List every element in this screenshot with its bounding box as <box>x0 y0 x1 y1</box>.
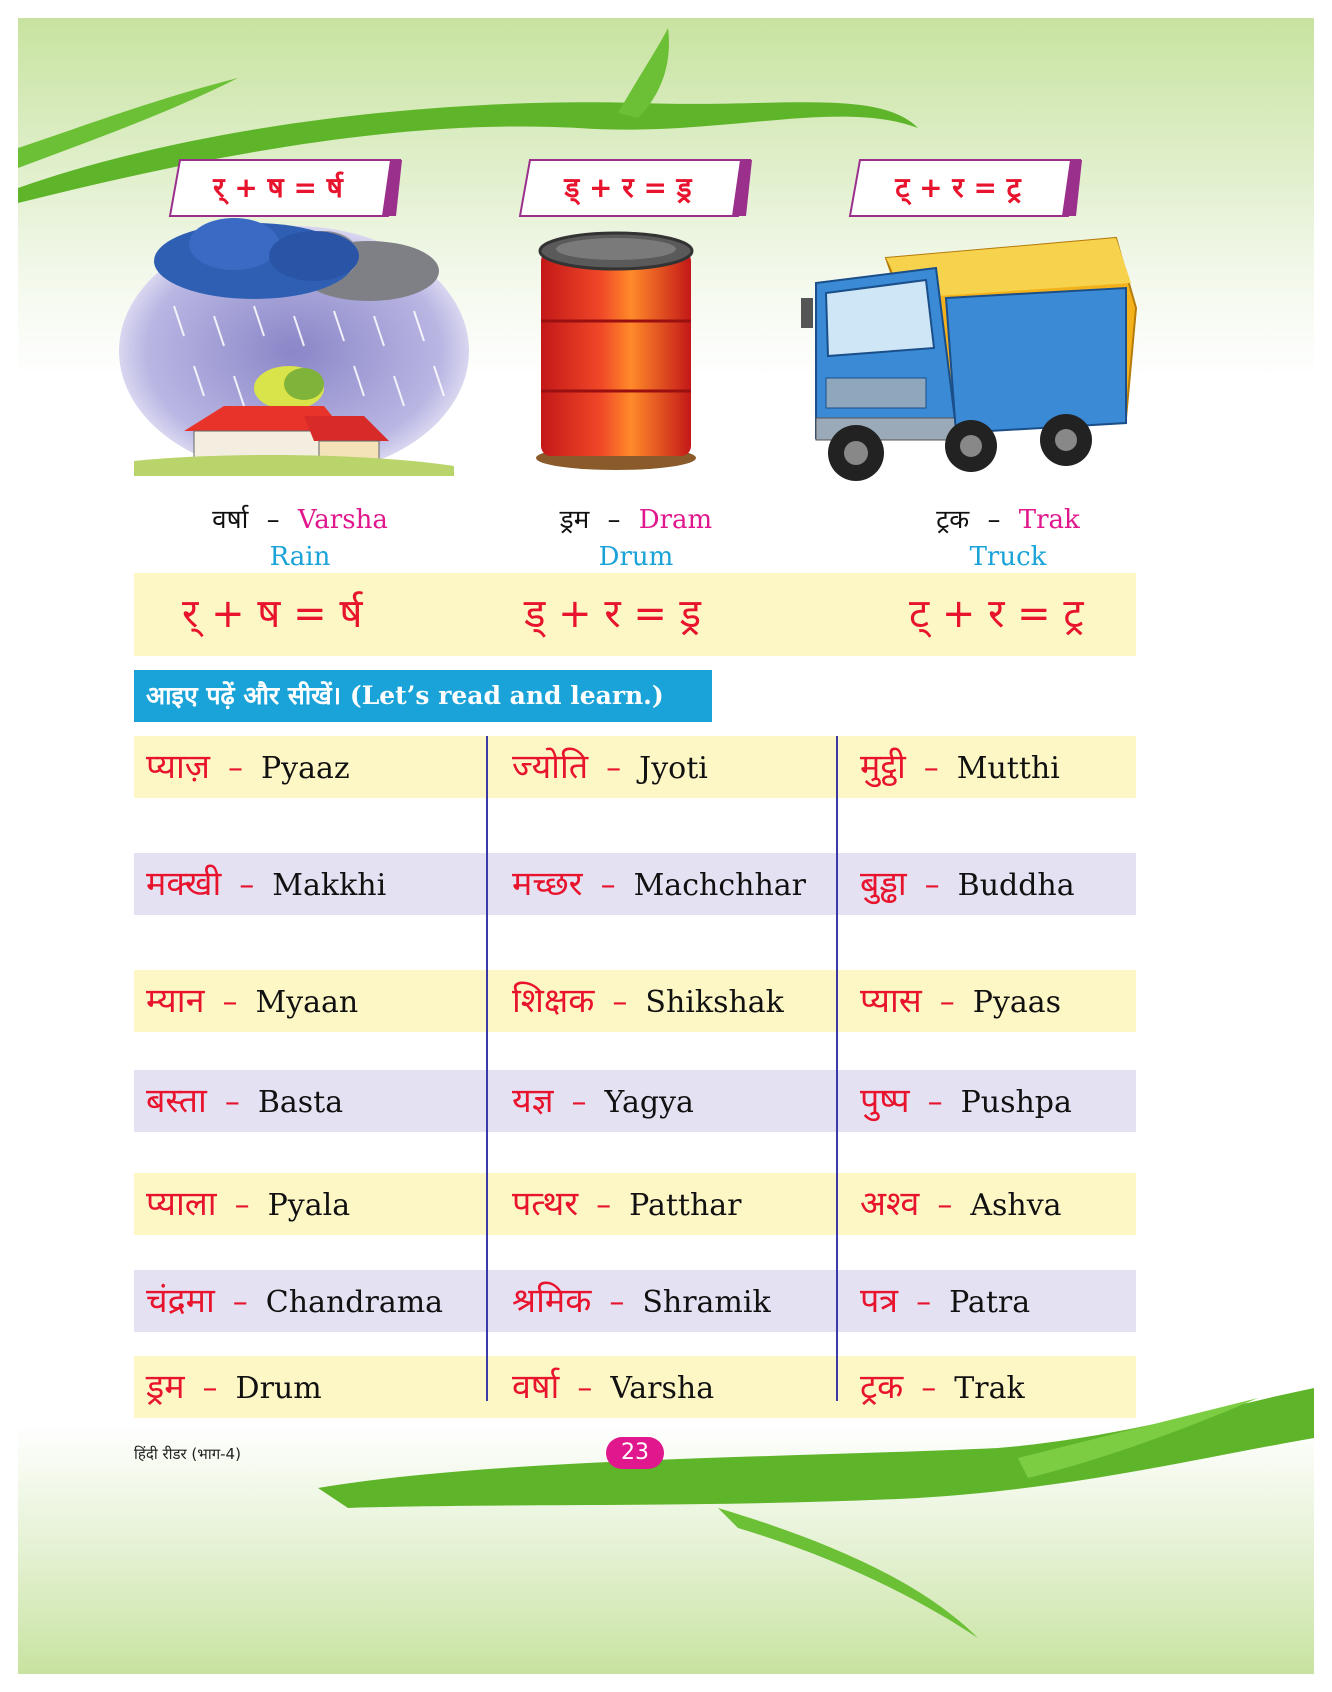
dash: – <box>923 751 939 786</box>
word-cell <box>512 1070 694 1132</box>
word-row-6 <box>134 1270 1136 1332</box>
word-row-1 <box>134 736 1136 798</box>
hindi-word: बुड्ढा <box>860 864 907 904</box>
hindi-word: वर्षा <box>512 1367 560 1407</box>
dash: – <box>916 1285 932 1320</box>
roman-word: Drum <box>235 1371 322 1406</box>
word-cell <box>860 970 1061 1032</box>
dash: – <box>202 1371 218 1406</box>
hindi-word: चंद्रमा <box>146 1281 215 1321</box>
book-title: हिंदी रीडर (भाग-4) <box>134 1445 241 1463</box>
word-cell <box>860 1356 1025 1418</box>
caption-dash: – <box>607 505 621 535</box>
page-number: 23 <box>606 1437 664 1469</box>
caption-roman: Dram <box>638 505 713 535</box>
dash: – <box>937 1188 953 1223</box>
roman-word: Pyaaz <box>261 751 350 786</box>
caption-english: Drum <box>598 542 674 572</box>
roman-word: Machchhar <box>633 868 806 903</box>
caption-hindi: ड्रम <box>559 505 590 535</box>
hindi-word: ड्रम <box>146 1367 185 1407</box>
hindi-word: अश्व <box>860 1184 920 1224</box>
caption-english: Truck <box>969 542 1047 572</box>
roman-word: Jyoti <box>639 751 708 786</box>
roman-word: Patra <box>949 1285 1031 1320</box>
formula-tag-2 <box>518 158 753 218</box>
dash: – <box>239 868 255 903</box>
roman-word: Ashva <box>970 1188 1062 1223</box>
roman-word: Myaan <box>255 985 359 1020</box>
column-divider <box>486 736 488 1401</box>
hindi-word: पत्र <box>860 1281 899 1321</box>
dash: – <box>596 1188 612 1223</box>
caption-dash: – <box>987 505 1001 535</box>
word-row-3 <box>134 970 1136 1032</box>
dash: – <box>577 1371 593 1406</box>
formula-tag-1 <box>168 158 403 218</box>
hindi-word: बस्ता <box>146 1081 207 1121</box>
hindi-word: पुष्प <box>860 1081 910 1121</box>
formula-tag-3 <box>848 158 1083 218</box>
word-cell <box>512 1270 771 1332</box>
roman-word: Trak <box>954 1371 1025 1406</box>
formula-band-item: ड् + र = ड्र <box>524 591 702 637</box>
hindi-word: प्याला <box>146 1184 217 1224</box>
word-cell <box>146 853 386 915</box>
heading-hindi: आइए पढ़ें और सीखें। <box>146 681 342 710</box>
roman-word: Mutthi <box>956 751 1060 786</box>
roman-word: Chandrama <box>265 1285 444 1320</box>
formula-band <box>134 573 1136 656</box>
dash: – <box>234 1188 250 1223</box>
dash: – <box>600 868 616 903</box>
dash: – <box>228 751 243 786</box>
read-and-learn-heading <box>134 670 712 722</box>
dash: – <box>571 1085 587 1120</box>
roman-word: Pushpa <box>960 1085 1072 1120</box>
word-cell <box>860 1173 1062 1235</box>
roman-word: Shramik <box>642 1285 771 1320</box>
word-row-2 <box>134 853 1136 915</box>
column-divider <box>836 736 838 1401</box>
hindi-word: ज्योति <box>512 747 589 787</box>
caption-rain <box>150 500 450 572</box>
formula-tag-text: र् + ष = र्ष <box>213 171 343 204</box>
heading-english: (Let’s read and learn.) <box>349 681 664 710</box>
word-cell <box>860 1070 1072 1132</box>
word-cell <box>860 736 1060 798</box>
word-row-5 <box>134 1173 1136 1235</box>
hindi-word: शिक्षक <box>512 981 595 1021</box>
roman-word: Patthar <box>629 1188 742 1223</box>
word-cell <box>512 853 806 915</box>
caption-drum <box>486 500 786 572</box>
word-cell <box>512 1173 742 1235</box>
roman-word: Varsha <box>610 1371 715 1406</box>
roman-word: Basta <box>257 1085 344 1120</box>
word-cell <box>512 736 708 798</box>
roman-word: Buddha <box>957 868 1075 903</box>
word-cell <box>146 1173 350 1235</box>
truck-illustration <box>796 228 1146 488</box>
caption-hindi: ट्रक <box>936 505 970 535</box>
dash: – <box>222 985 238 1020</box>
dash: – <box>924 868 940 903</box>
word-cell <box>860 1270 1030 1332</box>
word-cell <box>146 1070 343 1132</box>
formula-tag-text: ड् + र = ड्र <box>564 171 692 204</box>
caption-dash: – <box>266 505 280 535</box>
formula-tag-text: ट् + र = ट्र <box>895 171 1021 204</box>
caption-truck <box>858 500 1158 572</box>
hindi-word: पत्थर <box>512 1184 579 1224</box>
roman-word: Pyaas <box>972 985 1062 1020</box>
dash: – <box>921 1371 937 1406</box>
hindi-word: मच्छर <box>512 864 583 904</box>
word-cell <box>146 1356 322 1418</box>
dash: – <box>224 1085 240 1120</box>
dash: – <box>939 985 955 1020</box>
dash: – <box>612 985 628 1020</box>
dash: – <box>609 1285 625 1320</box>
word-cell <box>146 736 350 798</box>
word-row-7 <box>134 1356 1136 1418</box>
roman-word: Yagya <box>604 1085 694 1120</box>
word-cell <box>860 853 1075 915</box>
textbook-page <box>18 18 1314 1674</box>
roman-word: Makkhi <box>272 868 387 903</box>
rain-storm-illustration <box>114 216 474 476</box>
caption-roman: Varsha <box>297 505 388 535</box>
caption-roman: Trak <box>1018 505 1080 535</box>
roman-word: Shikshak <box>645 985 784 1020</box>
word-cell <box>146 970 358 1032</box>
drum-illustration <box>526 226 706 476</box>
roman-word: Pyala <box>267 1188 351 1223</box>
word-cell <box>512 1356 714 1418</box>
word-row-4 <box>134 1070 1136 1132</box>
dash: – <box>927 1085 943 1120</box>
word-cell <box>512 970 784 1032</box>
word-cell <box>146 1270 443 1332</box>
formula-band-item: ट् + र = ट्र <box>909 591 1084 637</box>
hindi-word: श्रमिक <box>512 1281 592 1321</box>
formula-band-item: र् + ष = र्ष <box>182 591 363 637</box>
caption-hindi: वर्षा <box>212 505 249 535</box>
hindi-word: मक्खी <box>146 864 222 904</box>
dash: – <box>606 751 622 786</box>
hindi-word: मुट्ठी <box>860 747 906 787</box>
hindi-word: प्यास <box>860 981 922 1021</box>
hindi-word: प्याज़ <box>146 747 210 787</box>
hindi-word: यज्ञ <box>512 1081 554 1121</box>
dash: – <box>232 1285 248 1320</box>
hindi-word: ट्रक <box>860 1367 904 1407</box>
hindi-word: म्यान <box>146 981 205 1021</box>
caption-english: Rain <box>269 542 331 572</box>
